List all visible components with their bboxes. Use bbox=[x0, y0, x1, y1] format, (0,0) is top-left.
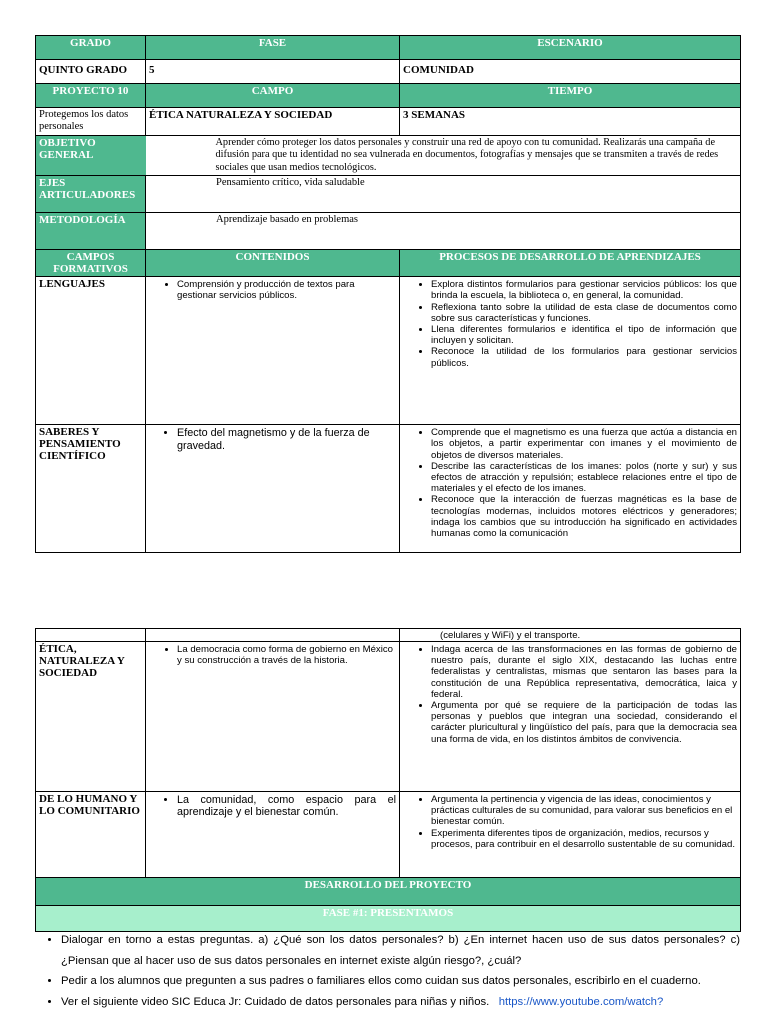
header-contenidos: CONTENIDOS bbox=[146, 250, 400, 277]
table-row bbox=[36, 277, 741, 425]
header-procesos: PROCESOS DE DESARROLLO DE APRENDIZAJES bbox=[400, 250, 741, 277]
header-campos-formativos: CAMPOS FORMATIVOS bbox=[36, 250, 146, 277]
empty-cell bbox=[36, 629, 146, 642]
proceso-item: • Experimenta diferentes tipos de organización, medios, recursos y procesos, para contribuir en el desarrollo sustentable de su comunidad. bbox=[431, 828, 737, 850]
proceso-item: • Reconoce la utilidad de los formularios para gestionar servicios públicos. bbox=[431, 346, 737, 368]
header-proyecto: PROYECTO 10 bbox=[36, 84, 146, 108]
table-row bbox=[36, 792, 741, 878]
header-fase: FASE bbox=[146, 36, 400, 60]
fase-value: 5 bbox=[146, 60, 400, 84]
proceso-item: • Reconoce que la interacción de fuerzas magnéticas es la base de tecnologías modernas, incluidos motores eléctricos y generadores; indaga los cambios que su introducción ha significado en actividades humanas como la comunicación bbox=[431, 494, 737, 539]
proceso-item: • Llena diferentes formularios e identifica el tipo de información que incluyen y solicitan. bbox=[431, 324, 737, 346]
activity-item bbox=[61, 992, 740, 1013]
procesos-cell bbox=[400, 277, 741, 425]
planning-table-top bbox=[35, 35, 740, 553]
proceso-item: • Describe las características de los imanes: polos (norte y sur) y sus efectos de atracción y repulsión; establece relaciones entre el tipo de materiales y el efecto de los imanes. bbox=[431, 461, 737, 495]
header-campo: CAMPO bbox=[146, 84, 400, 108]
grado-value: QUINTO GRADO bbox=[36, 60, 146, 84]
fase1-header: FASE #1: PRESENTAMOS bbox=[36, 906, 741, 932]
campo-formativo: ÉTICA, NATURALEZA Y SOCIEDAD bbox=[36, 642, 146, 792]
objetivo-text: Aprender cómo proteger los datos personales y construir una red de apoyo con tu comunidad. Realizarás una campaña de difusión para que tu identidad no sea vulnerada en documentos, fotografías y mensajes que se transmiten a través de redes sociales que usan medios tecnológicos. bbox=[146, 136, 741, 176]
campo-formativo: DE LO HUMANO Y LO COMUNITARIO bbox=[36, 792, 146, 878]
escenario-value: COMUNIDAD bbox=[400, 60, 741, 84]
contenido-cell bbox=[146, 792, 400, 878]
activities-list bbox=[35, 930, 740, 1012]
campo-formativo: SABERES Y PENSAMIENTO CIENTÍFICO bbox=[36, 425, 146, 553]
desarrollo-header: DESARROLLO DEL PROYECTO bbox=[36, 878, 741, 906]
campo-value: ÉTICA NATURALEZA Y SOCIEDAD bbox=[146, 108, 400, 136]
campo-formativo: LENGUAJES bbox=[36, 277, 146, 425]
contenido-item: • La democracia como forma de gobierno en México y su construcción a través de la historia. bbox=[177, 644, 396, 666]
proceso-item: • Comprende que el magnetismo es una fuerza que actúa a distancia en los objetos, a partir experimentar con imanes y el movimiento de objetos de diversos materiales. bbox=[431, 427, 737, 461]
procesos-cell bbox=[400, 792, 741, 878]
procesos-cell bbox=[400, 425, 741, 553]
procesos-cell bbox=[400, 642, 741, 792]
ejes-text: Pensamiento crítico, vida saludable bbox=[146, 176, 741, 213]
proceso-item: • Explora distintos formularios para gestionar servicios públicos: los que brinda la escuela, la biblioteca o, en general, la comunidad. bbox=[431, 279, 737, 301]
header-objetivo: OBJETIVO GENERAL bbox=[36, 136, 146, 176]
video-link[interactable]: https://www.youtube.com/watch? bbox=[498, 995, 664, 1008]
header-metodologia: METODOLOGÍA bbox=[36, 213, 146, 250]
table-row bbox=[36, 642, 741, 792]
planning-table-bottom bbox=[35, 628, 740, 932]
activity-item: • Dialogar en torno a estas preguntas. a) ¿Qué son los datos personales? b) ¿En internet hacen uso de sus datos personales? c) ¿Piensan que al hacer uso de sus datos personales en internet existe algún riesgo?, ¿cuál? bbox=[61, 930, 740, 971]
empty-cell bbox=[146, 629, 400, 642]
activity-item: • Pedir a los alumnos que pregunten a sus padres o familiares ellos como cuidan sus datos personales, escribirlo en el cuaderno. bbox=[61, 971, 740, 992]
header-tiempo: TIEMPO bbox=[400, 84, 741, 108]
metodologia-text: Aprendizaje basado en problemas bbox=[146, 213, 741, 250]
header-escenario: ESCENARIO bbox=[400, 36, 741, 60]
contenido-item: • La comunidad, como espacio para el aprendizaje y el bienestar común. bbox=[177, 794, 396, 819]
proyecto-name: Protegemos los datos personales bbox=[36, 108, 146, 136]
video-text: Ver el siguiente video SIC Educa Jr: Cuidado de datos personales para niñas y niños. bbox=[61, 995, 490, 1008]
proceso-item: • Argumenta por qué se requiere de la participación de todas las personas y pueblos que integran una sociedad, considerando el carácter pluricultural y lingüístico del país, para que la democracia sea una forma de vida, en los distintos ámbitos de convivencia. bbox=[431, 700, 737, 745]
continuation-text: (celulares y WiFi) y el transporte. bbox=[440, 630, 581, 641]
proceso-item: • Indaga acerca de las transformaciones en las formas de gobierno de nuestro país, durante el siglo XIX, destacando las luchas entre federalistas y centralistas, mismas que sentaron las bases para la constitución de una República representativa, democrática, laica y federal. bbox=[431, 644, 737, 700]
proceso-item: • Argumenta la pertinencia y vigencia de las ideas, conocimientos y prácticas culturales de su comunidad, para valorar sus beneficios en el bienestar común. bbox=[431, 794, 737, 828]
proceso-item: • Reflexiona tanto sobre la utilidad de esta clase de documentos como sobre sus características y funciones. bbox=[431, 302, 737, 324]
table-row bbox=[36, 425, 741, 553]
contenido-cell bbox=[146, 277, 400, 425]
contenido-cell bbox=[146, 642, 400, 792]
contenido-item: • Comprensión y producción de textos para gestionar servicios públicos. bbox=[177, 279, 396, 301]
header-grado: GRADO bbox=[36, 36, 146, 60]
tiempo-value: 3 SEMANAS bbox=[400, 108, 741, 136]
header-ejes: EJES ARTICULADORES bbox=[36, 176, 146, 213]
contenido-item: • Efecto del magnetismo y de la fuerza de gravedad. bbox=[177, 427, 396, 452]
contenido-cell bbox=[146, 425, 400, 553]
